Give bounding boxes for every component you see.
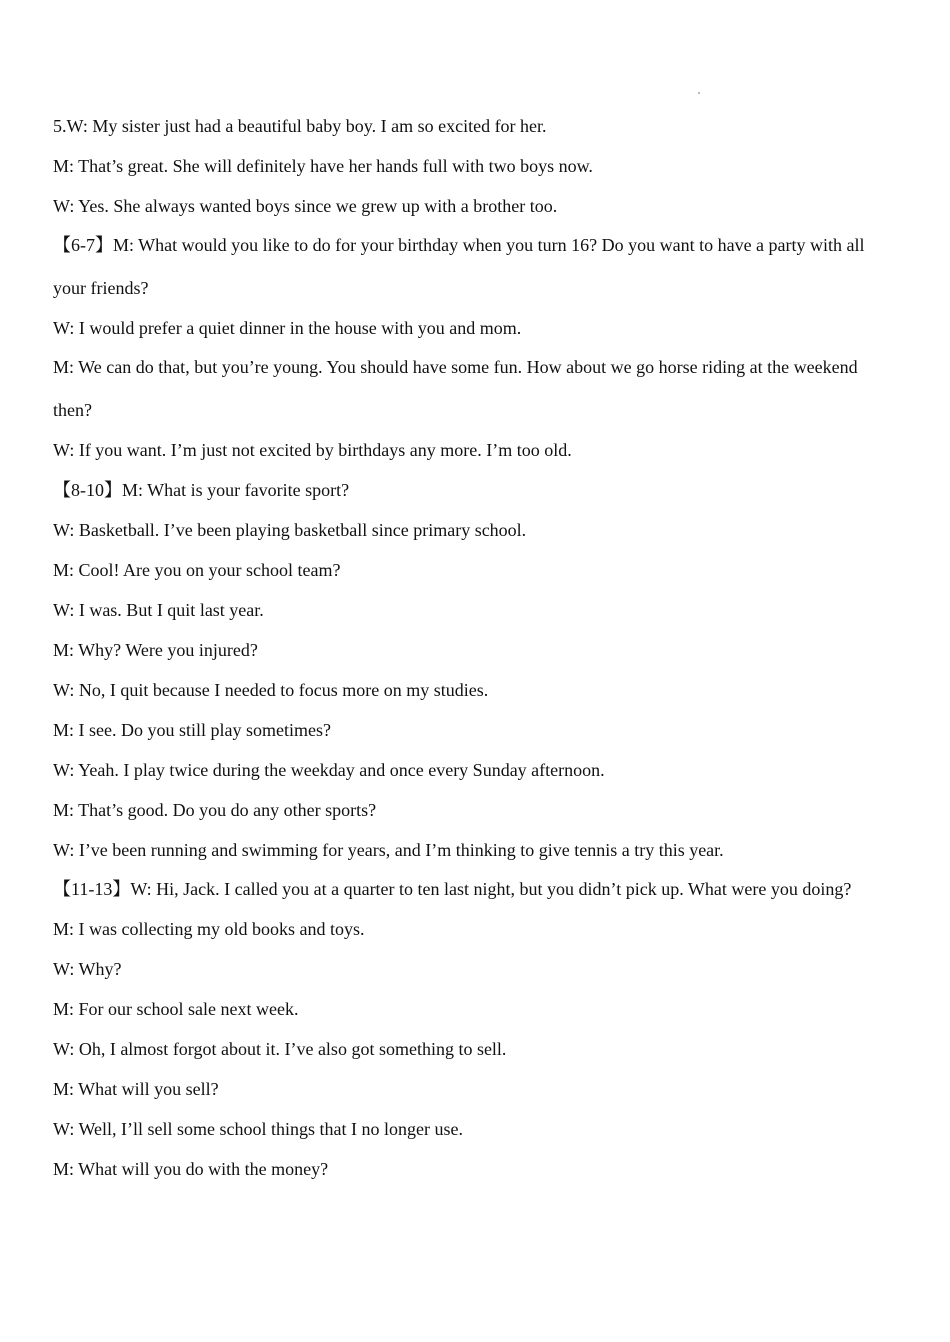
dialogue-line: W: Basketball. I’ve been playing basketball since primary school. (53, 520, 527, 540)
dialogue-line: W: Why? (53, 959, 122, 979)
dialogue-line: M: What will you sell? (53, 1079, 219, 1099)
dialogue-line: W: Oh, I almost forgot about it. I’ve also got something to sell. (53, 1039, 507, 1059)
dialogue-line: M: That’s great. She will definitely have her hands full with two boys now. (53, 156, 593, 176)
dialogue-line: W: If you want. I’m just not excited by birthdays any more. I’m too old. (53, 440, 572, 460)
dialogue-line: M: What will you do with the money? (53, 1159, 329, 1179)
dialogue-line: 【11-13】W: Hi, Jack. I called you at a quarter to ten last night, but you didn’t pick up. What were you doing? (53, 879, 852, 899)
dialogue-line: M: For our school sale next week. (53, 999, 299, 1019)
dialogue-line: M: We can do that, but you’re young. You should have some fun. How about we go horse riding at the weekend then? (53, 357, 863, 420)
dialogue-line: W: I was. But I quit last year. (53, 600, 264, 620)
dialogue-transcript (53, 114, 873, 1197)
dialogue-line: W: Yeah. I play twice during the weekday and once every Sunday afternoon. (53, 760, 605, 780)
dialogue-line: M: I was collecting my old books and toys. (53, 919, 365, 939)
dialogue-line: W: Yes. She always wanted boys since we grew up with a brother too. (53, 196, 558, 216)
dialogue-line: W: No, I quit because I needed to focus more on my studies. (53, 680, 489, 700)
dialogue-line: 5.W: My sister just had a beautiful baby boy. I am so excited for her. (53, 116, 547, 136)
dialogue-line: W: I would prefer a quiet dinner in the house with you and mom. (53, 318, 522, 338)
dialogue-line: W: Well, I’ll sell some school things that I no longer use. (53, 1119, 463, 1139)
dialogue-line: M: Cool! Are you on your school team? (53, 560, 341, 580)
dialogue-line: M: Why? Were you injured? (53, 640, 258, 660)
dialogue-line: W: I’ve been running and swimming for years, and I’m thinking to give tennis a try this year. (53, 840, 724, 860)
dialogue-line: M: That’s good. Do you do any other sports? (53, 800, 377, 820)
scan-dot-mark (698, 92, 700, 94)
dialogue-line: 【6-7】M: What would you like to do for your birthday when you turn 16? Do you want to have a party with all your friends? (53, 235, 870, 298)
dialogue-line: 【8-10】M: What is your favorite sport? (53, 480, 350, 500)
dialogue-line: M: I see. Do you still play sometimes? (53, 720, 331, 740)
